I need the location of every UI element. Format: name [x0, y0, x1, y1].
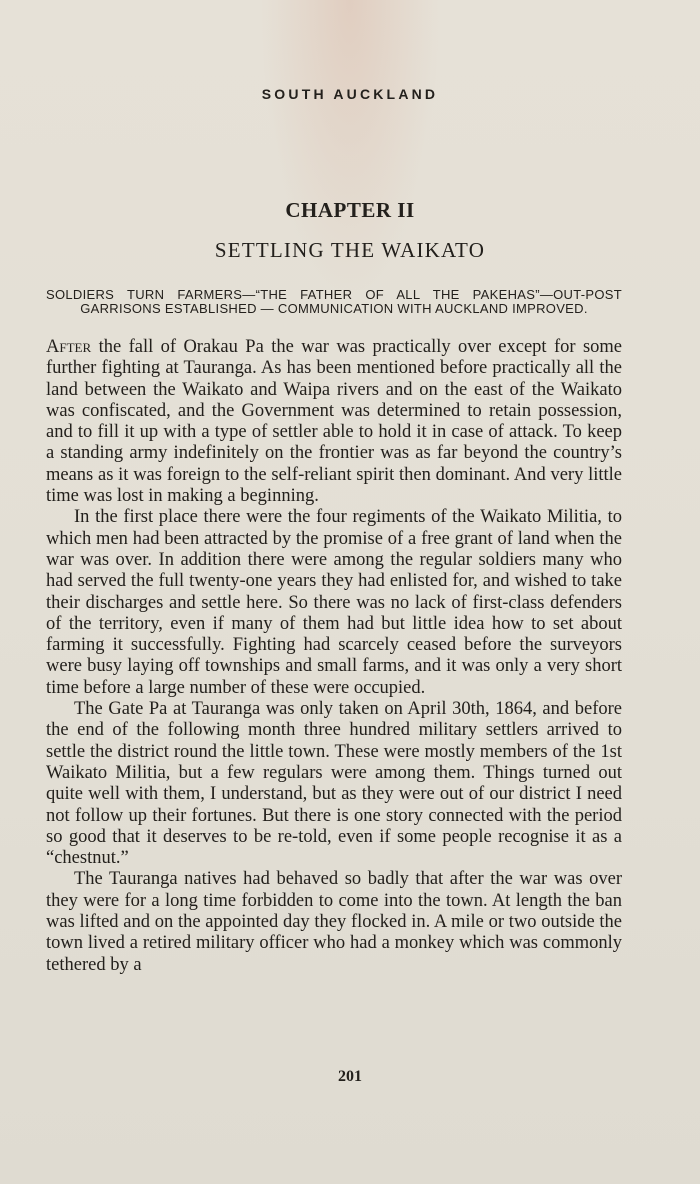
paragraph-1-lead: After — [46, 337, 92, 357]
body-text — [46, 337, 622, 976]
chapter-number: CHAPTER II — [285, 198, 415, 222]
running-head: SOUTH AUCKLAND — [261, 86, 439, 102]
paragraph-4: The Tauranga natives had behaved so badly that after the war was over they were for a long time forbidden to come into the town. At length the ban was lifted and on the appointed day they flocked in. A mile or two outside the town lived a retired military officer who had a monkey which was commonly tethered by a — [46, 869, 622, 975]
chapter-title: SETTLING THE WAIKATO — [214, 238, 486, 262]
paragraph-1-rest: the fall of Orakau Pa the war was practically over except for some further fighting at Tauranga. As has been mentioned before practically all the land between the Waikato and Waipa rivers and on the east of the Waikato was confiscated, and the Government was determined to retain possession, and to fill it up with a type of settler able to hold it in case of attack. To keep a standing army indefinitely on the frontier was as far beyond the country’s means as it was foreign to the self-reliant spirit then dominant. And very little time was lost in making a beginning. — [46, 337, 622, 507]
page-number: 201 — [338, 1068, 362, 1085]
paragraph-2: In the first place there were the four regiments of the Waikato Militia, to which men had been attracted by the promise of a free grant of land when the war was over. In addition there were among the regular soldiers many who had served the full twenty-one years they had enlisted for, and wished to take their discharges and settle here. So there was no lack of first-class defenders of the territory, even if many of them had but little idea how to set about farming it successfully. Fighting had scarcely ceased before the surveyors were busy laying off townships and small farms, and it was only a very short time before a large number of these were occupied. — [46, 507, 622, 698]
paragraph-1 — [46, 337, 622, 507]
chapter-synopsis: SOLDIERS TURN FARMERS—“THE FATHER OF ALL THE PAKEHAS”—OUT-POST GARRISONS ESTABLISHED — COMMUNICATION WITH AUCKLAND IMPROVED. — [46, 287, 622, 316]
paragraph-3: The Gate Pa at Tauranga was only taken on April 30th, 1864, and before the end of the following month three hundred military settlers arrived to settle the district round the little town. These were mostly members of the 1st Waikato Militia, but a few regulars were among them. Things turned out quite well with them, I understand, but as they were out of our district I need not follow up their fortunes. But there is one story connected with the period so good that it deserves to be re-told, even if some people recognise it as a “chestnut.” — [46, 699, 622, 869]
